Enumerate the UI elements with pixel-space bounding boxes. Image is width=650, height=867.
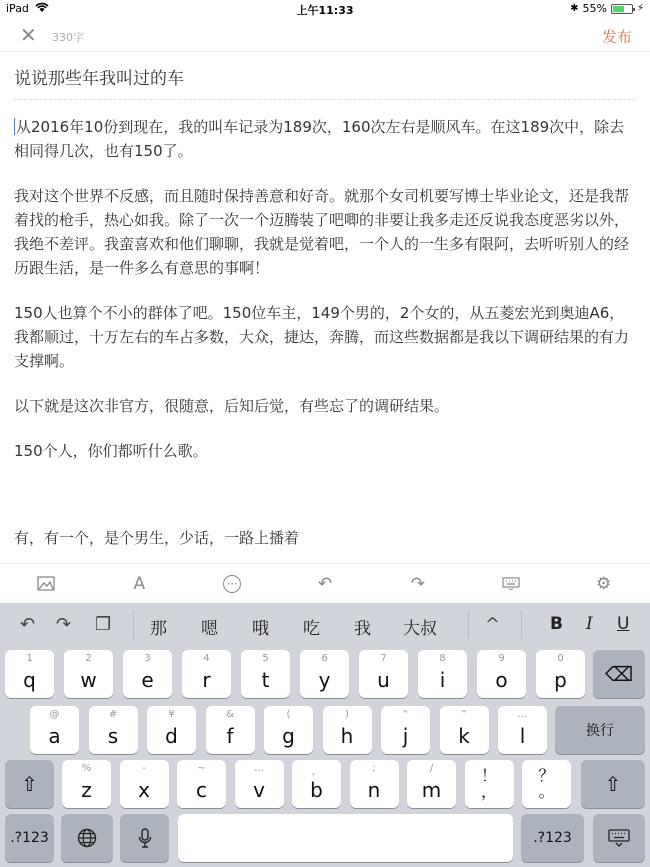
key-alt-char: ¥ <box>168 709 175 720</box>
paragraph: 150个人，你们都听什么歌。 <box>14 442 208 460</box>
key-alt-char: 1 <box>26 653 33 664</box>
shift-left-key[interactable]: ⇧ <box>5 760 54 808</box>
key-char: x <box>138 778 150 802</box>
key-char: p <box>554 668 567 692</box>
mic-icon[interactable] <box>120 814 169 862</box>
key-char: d <box>165 724 178 748</box>
letter-key[interactable] <box>418 650 467 698</box>
close-icon[interactable]: ✕ <box>20 23 37 47</box>
key-char: n <box>367 778 381 802</box>
letter-key[interactable] <box>522 760 571 808</box>
key-alt-char: % <box>81 763 92 774</box>
bold-button[interactable]: B <box>550 614 563 634</box>
key-char: c <box>196 778 207 802</box>
key-alt-char: @ <box>49 709 60 720</box>
candidate-word[interactable]: 我 <box>354 619 371 639</box>
letter-key[interactable] <box>477 650 526 698</box>
letter-key[interactable] <box>264 706 313 754</box>
key-alt-char: 8 <box>439 653 446 664</box>
letter-key[interactable] <box>64 650 113 698</box>
onscreen-keyboard <box>0 603 650 867</box>
letter-key[interactable] <box>359 650 408 698</box>
key-alt-char: … <box>254 763 264 774</box>
settings-icon[interactable]: ⚙ <box>595 573 612 594</box>
candidate-word[interactable]: 那 <box>150 619 167 639</box>
keyboard-icon[interactable] <box>464 577 557 590</box>
key-alt-char: “ <box>402 709 409 720</box>
candidate-word[interactable]: 哦 <box>252 619 269 639</box>
key-alt-char: 4 <box>203 653 210 664</box>
candidate-word[interactable]: 大叔 <box>403 619 437 639</box>
key-alt-char: ” <box>461 709 467 720</box>
candidate-bar <box>0 603 650 647</box>
key-char: h <box>340 724 354 748</box>
key-char: u <box>377 668 390 692</box>
bluetooth-icon: ✱ <box>570 3 579 14</box>
key-alt-char: 5 <box>262 653 269 664</box>
editor-nav-bar <box>0 18 650 52</box>
key-char: q <box>23 668 36 692</box>
font-icon[interactable]: A <box>133 573 146 594</box>
article-body-editor[interactable] <box>14 115 636 571</box>
key-char: m <box>421 778 442 802</box>
key-alt-char: & <box>226 709 234 720</box>
letter-key[interactable] <box>206 706 255 754</box>
paragraph: 从2016年10份到现在，我的叫车记录为189次，160次左右是顺风车。在这189次中，除去相同得几次，也有150了。 <box>14 118 625 160</box>
letter-key[interactable] <box>465 760 514 808</box>
key-alt-char: ) <box>345 709 349 720</box>
letter-key[interactable] <box>5 650 54 698</box>
letter-key[interactable] <box>147 706 196 754</box>
key-char: w <box>80 668 97 692</box>
title-divider <box>14 99 636 100</box>
battery-percent: 55% <box>582 2 607 15</box>
key-char: z <box>81 778 92 802</box>
numbers-left-key[interactable]: .?123 <box>5 814 54 862</box>
key-char: t <box>261 668 270 692</box>
letter-key[interactable] <box>123 650 172 698</box>
article-title-input[interactable]: 说说那些年我叫过的车 <box>14 69 184 89</box>
key-char: l <box>519 724 526 748</box>
paste-icon[interactable]: ❐ <box>95 614 112 635</box>
globe-icon[interactable] <box>61 814 113 862</box>
key-char: g <box>282 724 295 748</box>
key-alt-char: 3 <box>144 653 151 664</box>
paragraph: 我对这个世界不反感，而且随时保持善意和好奇。就那个女司机要写博士毕业论文，还是我帮着找的枪手，热心如我。除了一次一个迈腾装了吧唧的非要让我多走还反说我态度恶劣以外，我绝不差评。我蛮喜欢和他们聊聊，我就是觉着吧，一个人的一生多有限阿，去听听别人的经历跟生活，是一件多么有意思的事啊！ <box>14 187 630 277</box>
space-key[interactable] <box>178 814 513 862</box>
candidate-word[interactable]: 吃 <box>303 619 320 639</box>
keyboard-undo-icon[interactable]: ↶ <box>20 614 36 635</box>
shift-right-key[interactable]: ⇧ <box>581 760 645 808</box>
battery-icon <box>611 4 633 14</box>
candidates-expand-icon[interactable]: ^ <box>485 614 501 635</box>
key-alt-char: / <box>429 763 434 774</box>
key-alt-char: 、 <box>311 767 322 778</box>
key-char: o <box>495 668 508 692</box>
letter-key[interactable] <box>120 760 169 808</box>
letter-key[interactable] <box>300 650 349 698</box>
key-char: v <box>253 778 265 802</box>
numbers-right-key[interactable]: .?123 <box>521 814 584 862</box>
paragraph: 以下就是这次非官方，很随意，后知后觉，有些忘了的调研结果。 <box>14 397 450 415</box>
letter-key[interactable] <box>536 650 585 698</box>
key-char: ！ ， <box>480 766 497 801</box>
keyboard-dismiss-icon[interactable] <box>593 814 645 862</box>
char-count: 330字 <box>52 31 84 44</box>
key-alt-char: # <box>108 709 118 720</box>
underline-button[interactable]: U <box>617 614 630 634</box>
key-char: i <box>439 668 446 692</box>
key-char: a <box>48 724 61 748</box>
more-icon[interactable]: ⋯ <box>186 575 279 593</box>
letter-key[interactable] <box>440 706 489 754</box>
image-icon[interactable] <box>0 576 93 591</box>
keyboard-redo-icon[interactable]: ↷ <box>56 614 72 635</box>
key-alt-char: 7 <box>380 653 387 664</box>
paragraph: 150人也算个不小的群体了吧。150位车主，149个男的，2个女的，从五菱宏光到奥迪A6，我都顺过，十万左右的车占多数，大众，捷达，奔腾，而这些数据都是我以下调研结果的有力支撑啊。 <box>14 304 630 370</box>
editor-toolbar <box>0 563 650 603</box>
letter-key[interactable] <box>177 760 226 808</box>
key-char: ？ 。 <box>538 766 555 801</box>
key-alt-char: ~ <box>197 763 206 774</box>
candidate-word[interactable]: 嗯 <box>201 619 218 639</box>
delete-key[interactable]: ⌫ <box>593 650 645 698</box>
letter-key[interactable] <box>30 706 79 754</box>
letter-key[interactable] <box>182 650 231 698</box>
device-name: iPad <box>6 2 29 15</box>
charging-icon: ⚡ <box>636 3 644 14</box>
paragraph: 有，有一个，是个男生，少话，一路上播着 <box>14 529 300 547</box>
key-alt-char: … <box>517 709 528 720</box>
publish-button[interactable]: 发布 <box>601 28 632 46</box>
key-alt-char: - <box>142 763 146 774</box>
letter-key[interactable] <box>323 706 372 754</box>
key-alt-char: ( <box>286 709 291 720</box>
letter-key[interactable] <box>235 760 284 808</box>
key-alt-char: 0 <box>557 653 564 664</box>
letter-key[interactable] <box>241 650 290 698</box>
redo-icon[interactable]: ↷ <box>410 573 425 594</box>
letter-key[interactable] <box>62 760 111 808</box>
undo-icon[interactable]: ↶ <box>317 573 333 594</box>
key-char: f <box>226 724 234 748</box>
return-key[interactable]: 换行 <box>555 706 645 754</box>
letter-key[interactable] <box>292 760 341 808</box>
italic-button[interactable]: I <box>586 614 593 634</box>
status-time: 上午11:33 <box>296 4 354 17</box>
key-char: k <box>458 724 470 748</box>
letter-key[interactable] <box>89 706 138 754</box>
key-char: s <box>107 724 119 748</box>
key-alt-char: 6 <box>321 653 328 664</box>
key-char: r <box>202 668 211 692</box>
text-cursor <box>14 118 15 135</box>
letter-key[interactable] <box>350 760 399 808</box>
key-char: y <box>318 668 331 692</box>
letter-key[interactable] <box>498 706 547 754</box>
letter-key[interactable] <box>407 760 456 808</box>
key-alt-char: 2 <box>85 653 92 664</box>
key-char: b <box>310 778 323 802</box>
status-bar <box>0 0 650 18</box>
key-alt-char: ; <box>372 763 376 774</box>
key-char: j <box>402 724 409 748</box>
key-char: e <box>141 668 154 692</box>
letter-key[interactable] <box>381 706 430 754</box>
key-alt-char: 9 <box>498 653 505 664</box>
